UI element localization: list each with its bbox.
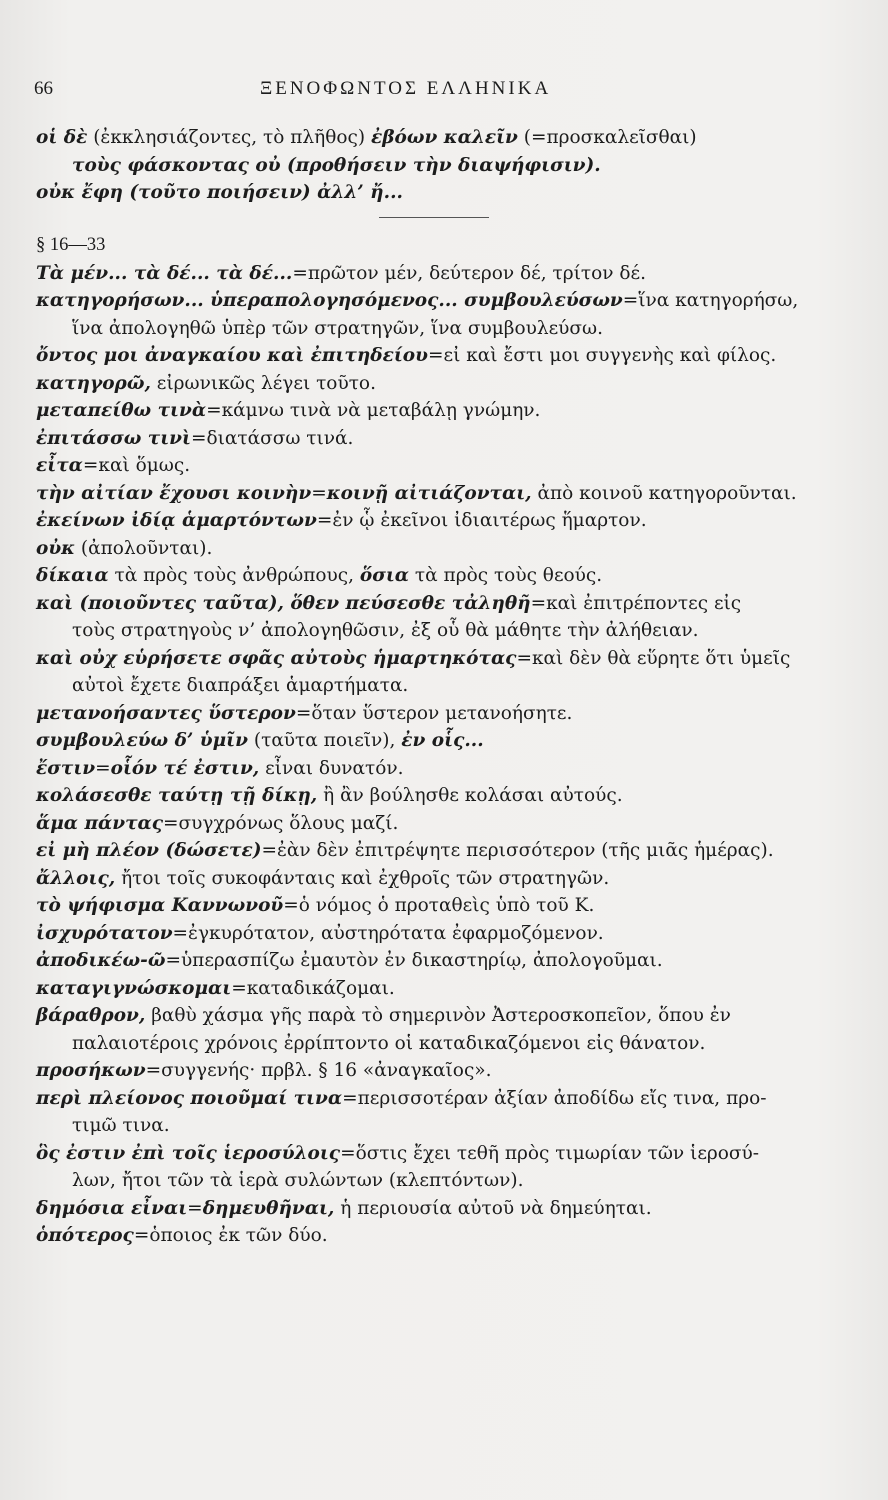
gloss: =πρῶτον μέν, δεύτερον δέ, τρίτον δέ.	[292, 262, 646, 284]
lemma: οἷόν τέ ἐστιν,	[110, 757, 260, 779]
note-line	[36, 507, 836, 535]
lemma: ἄλλοις,	[36, 867, 116, 889]
lemma: ἐκείνων ἰδίᾳ ἁμαρτόντων	[36, 510, 317, 531]
note-line	[36, 947, 836, 975]
note-line	[36, 645, 836, 673]
note-line-continuation	[36, 1167, 836, 1195]
note-line	[36, 920, 836, 948]
gloss: ἡ περιουσία αὐτοῦ νὰ δημεύηται.	[334, 1197, 652, 1219]
section-divider	[379, 217, 489, 218]
gloss: (ἀπολοῦνται).	[75, 537, 213, 559]
lemma: οὐκ ἔφη (τοῦτο ποιήσειν) ἀλλ’ ἤ...	[36, 182, 403, 203]
note-line	[36, 975, 836, 1003]
gloss: βαθὺ χάσμα γῆς παρὰ τὸ σημερινὸν Ἀστεροσκοπεῖον, ὅπου ἐν	[145, 1005, 731, 1026]
lemma: ὄντος μοι ἀναγκαίου καὶ ἐπιτηδείου	[36, 345, 428, 366]
lemma: καὶ (ποιοῦντες ταῦτα), ὅθεν πεύσεσθε τἀληθῆ	[36, 592, 531, 614]
lemma: οὐκ	[36, 537, 76, 559]
note-line	[36, 700, 836, 728]
gloss: τὰ πρὸς τοὺς ἀνθρώπους,	[108, 565, 360, 586]
lemma: ὃς ἐστιν ἐπὶ τοῖς ἱεροσύλοις	[36, 1142, 341, 1164]
gloss: =ὁ νόμος ὁ προταθεὶς ὑπὸ τοῦ Κ.	[283, 895, 595, 916]
lemma: κατηγορῶ,	[36, 372, 151, 394]
lemma: περὶ πλείονος ποιοῦμαί τινα	[36, 1087, 343, 1109]
gloss: ἤτοι τοῖς συκοφάνταις καὶ ἐχθροῖς τῶν στρατηγῶν.	[115, 867, 610, 889]
gloss: =διατάσσω τινά.	[190, 427, 354, 449]
gloss: =καταδικάζομαι.	[231, 977, 395, 999]
gloss: ἢ ἂν βούλησθε κολάσαι αὐτούς.	[317, 785, 623, 806]
lemma: τὴν αἰτίαν ἔχουσι κοινὴν	[36, 482, 312, 504]
gloss: αὐτοὶ ἔχετε διαπράξει ἁμαρτήματα.	[72, 675, 409, 696]
lemma: εἰ μὴ πλέον (δώσετε)	[36, 840, 262, 861]
section-label: § 16—33	[36, 234, 106, 255]
lemma: ἀποδικέω-ῶ	[36, 950, 166, 971]
note-line	[36, 1057, 836, 1085]
lemma: καὶ οὐχ εὑρήσετε σφᾶς αὐτοὺς ἡμαρτηκότας	[36, 647, 517, 669]
gloss: =	[187, 1197, 203, 1219]
gloss: =ὅστις ἔχει τεθῆ πρὸς τιμωρίαν τῶν ἱεροσύ-	[340, 1142, 760, 1164]
note-line	[36, 865, 836, 893]
note-line	[36, 287, 836, 315]
gloss: =καὶ δὲν θὰ εὕρητε ὅτι ὑμεῖς	[516, 647, 791, 669]
note-line	[36, 397, 836, 425]
gloss: =εἰ καὶ ἔστι μοι συγγενὴς καὶ φίλος.	[427, 345, 777, 366]
gloss: =ὁποιος ἐκ τῶν δύο.	[133, 1225, 328, 1246]
note-line	[36, 837, 836, 865]
note-line	[36, 1195, 836, 1223]
note-line	[36, 535, 836, 563]
lemma: δημευθῆναι,	[202, 1197, 335, 1219]
gloss: =κάμνω τινὰ νὰ μεταβάλῃ γνώμην.	[206, 400, 541, 421]
lemma: ἐπιτάσσω τινὶ	[36, 427, 191, 449]
note-line-continuation	[36, 672, 836, 700]
gloss: =συγγενής· πρβλ. § 16 «ἀναγκαῖος».	[145, 1060, 492, 1081]
note-line	[36, 782, 836, 810]
commentary-notes	[36, 124, 836, 1250]
gloss: εἰρωνικῶς λέγει τοῦτο.	[150, 372, 376, 394]
page-header	[34, 78, 828, 108]
lemma: ὁπότερος	[36, 1225, 134, 1246]
note-line	[36, 727, 836, 755]
gloss: =καὶ ἐπιτρέποντες εἰς	[530, 592, 742, 614]
note-line-continuation	[36, 1030, 836, 1058]
lemma: μετανοήσαντες ὕστερον	[36, 702, 296, 724]
note-line	[36, 260, 836, 288]
note-line	[36, 152, 836, 180]
note-line-continuation	[36, 315, 836, 343]
lemma: δημόσια εἶναι	[36, 1197, 188, 1219]
lemma: ὅσια	[359, 565, 410, 586]
lemma: καταγιγνώσκομαι	[36, 977, 232, 999]
note-line	[36, 370, 836, 398]
note-line	[36, 425, 836, 453]
gloss: =συγχρόνως ὅλους μαζί.	[163, 812, 399, 834]
note-line	[36, 755, 836, 783]
gloss: (=προσκαλεῖσθαι)	[523, 127, 697, 148]
lemma: μεταπείθω τινὰ	[36, 400, 207, 421]
gloss: =	[95, 757, 111, 779]
note-line	[36, 1002, 836, 1030]
lemma: βάραθρον,	[36, 1005, 146, 1026]
running-title: ΞΕΝΟΦΩΝΤΟΣ ΕΛΛΗΝΙΚΑ	[260, 78, 552, 99]
gloss: παλαιοτέροις χρόνοις ἐρρίπτοντο οἱ καταδικαζόμενοι εἰς θάνατον.	[72, 1032, 706, 1054]
gloss: (ταῦτα ποιεῖν),	[247, 730, 402, 751]
note-line	[36, 179, 836, 207]
lemma: κοινῇ αἰτιάζονται,	[326, 482, 532, 504]
gloss: =ἵνα κατηγορήσω,	[622, 290, 799, 311]
note-line-continuation	[36, 617, 836, 645]
gloss: =ἐγκυρότατον, αὐστηρότατα ἐφαρμοζόμενον.	[172, 922, 604, 944]
gloss: =ἐν ᾧ ἐκεῖνοι ἰδιαιτέρως ἥμαρτον.	[316, 510, 647, 531]
note-line-continuation	[36, 1112, 836, 1140]
gloss: ἵνα ἀπολογηθῶ ὑπὲρ τῶν στρατηγῶν, ἵνα συμβουλεύσω.	[72, 317, 604, 339]
lemma: προσήκων	[36, 1060, 146, 1081]
note-line	[36, 1140, 836, 1168]
gloss: τοὺς στρατηγοὺς ν’ ἀπολογηθῶσιν, ἐξ οὗ θὰ μάθητε τὴν ἀλήθειαν.	[72, 620, 699, 641]
note-line	[36, 562, 836, 590]
lemma: τὸ ψήφισμα Καννωνοῦ	[36, 895, 284, 916]
gloss: =ὅταν ὕστερον μετανοήσητε.	[295, 702, 573, 724]
note-line	[36, 342, 836, 370]
note-line	[36, 810, 836, 838]
gloss: (ἐκκλησιάζοντες, τὸ πλῆθος)	[93, 127, 366, 148]
page-number: 66	[34, 78, 53, 99]
lemma: ἐν οἷς...	[401, 730, 484, 751]
lemma: ἔστιν	[36, 757, 96, 779]
gloss: =περισσοτέραν ἀξίαν ἀποδίδω εἴς τινα, προ-	[342, 1087, 767, 1109]
note-line	[36, 124, 836, 152]
lemma: οἱ δὲ	[36, 127, 88, 148]
note-line	[36, 892, 836, 920]
gloss: =καὶ ὅμως.	[82, 455, 191, 476]
note-line	[36, 1085, 836, 1113]
lemma: δίκαια	[36, 565, 109, 586]
gloss: τιμῶ τινα.	[72, 1115, 170, 1136]
lemma: ἅμα πάντας	[36, 812, 164, 834]
lemma: Τὰ μέν... τὰ δέ... τὰ δέ...	[36, 262, 293, 284]
lemma: τοὺς φάσκοντας οὐ (προθήσειν τὴν διαψήφισιν).	[72, 154, 601, 176]
gloss: =	[311, 482, 327, 504]
lemma: κατηγορήσων... ὑπεραπολογησόμενος... συμβουλεύσων	[36, 290, 623, 311]
gloss: =ἐὰν δὲν ἐπιτρέψητε περισσότερον (τῆς μιᾶς ἡμέρας).	[261, 840, 774, 861]
lemma: κολάσεσθε ταύτῃ τῇ δίκῃ,	[36, 785, 318, 806]
gloss: ἀπὸ κοινοῦ κατηγοροῦνται.	[531, 482, 797, 504]
lemma: συμβουλεύω δ’ ὑμῖν	[36, 730, 248, 751]
note-line	[36, 1222, 836, 1250]
gloss: =ὑπερασπίζω ἐμαυτὸν ἐν δικαστηρίῳ, ἀπολογοῦμαι.	[165, 950, 663, 971]
gloss: τὰ πρὸς τοὺς θεούς.	[409, 565, 603, 586]
note-line	[36, 480, 836, 508]
gloss: λων, ἤτοι τῶν τὰ ἱερὰ συλώντων (κλεπτόντων).	[72, 1170, 524, 1191]
lemma: ἐβόων καλεῖν	[371, 127, 518, 148]
note-line	[36, 452, 836, 480]
gloss: εἶναι δυνατόν.	[259, 757, 404, 779]
entry-list	[36, 260, 836, 1250]
note-line	[36, 590, 836, 618]
lemma: ἰσχυρότατον	[36, 922, 173, 944]
lemma: εἶτα	[36, 455, 83, 476]
